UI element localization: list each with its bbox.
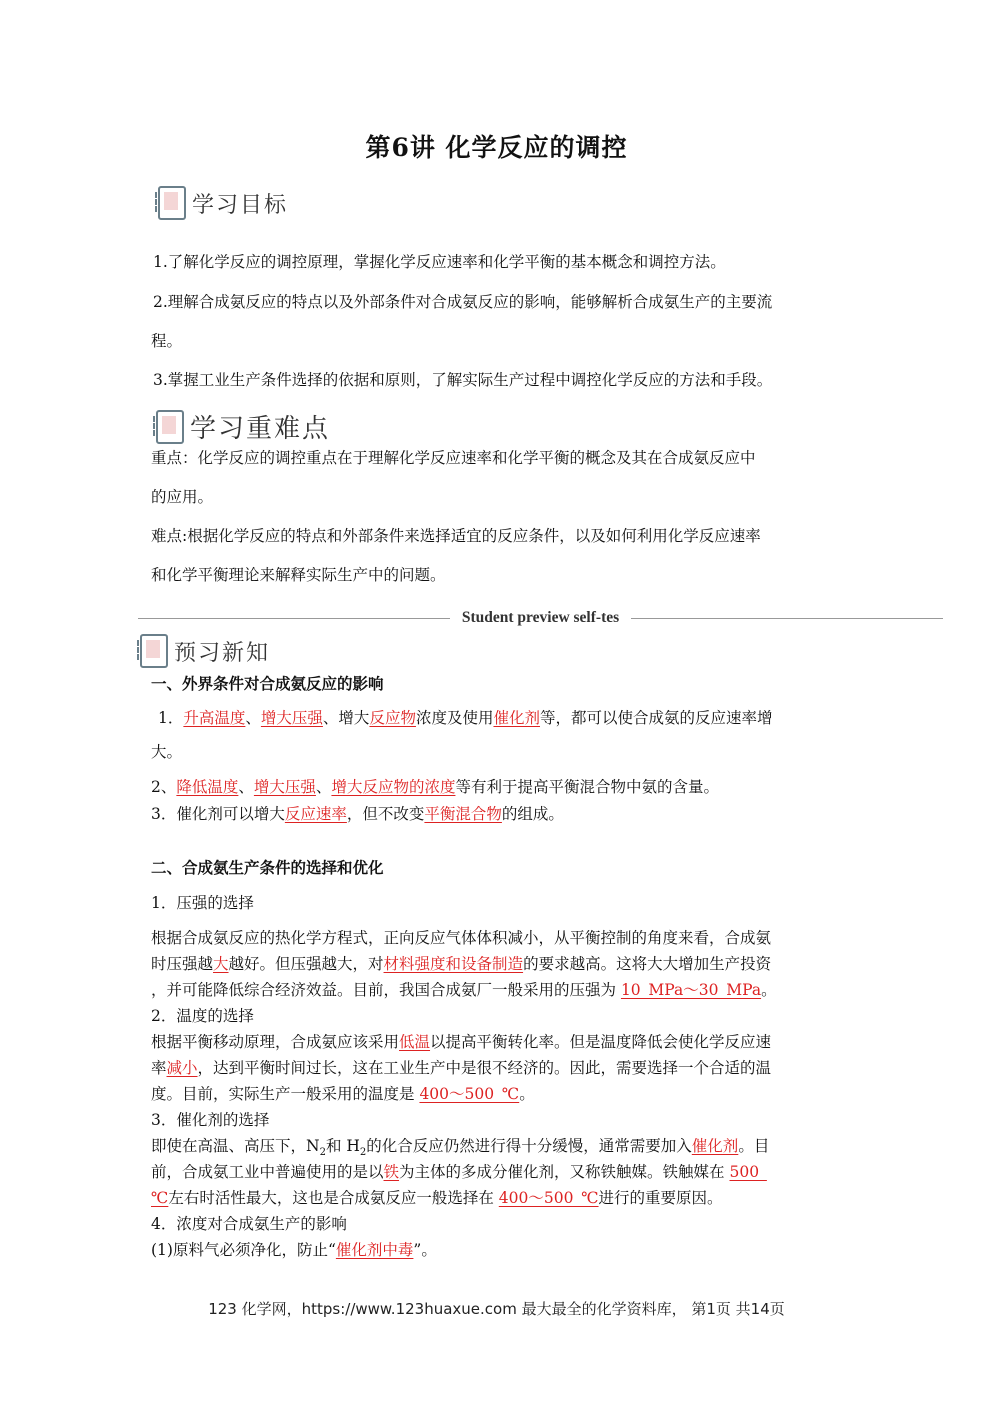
part1-line-1: 1．升高温度、增大压强、增大反应物浓度及使用催化剂等，都可以使合成氨的反应速率增 [158, 709, 773, 727]
part2-heading: 二、合成氨生产条件的选择和优化 [151, 858, 384, 877]
paragraph-line: ，并可能降低综合经济效益。目前，我国合成氨厂一般采用的压强为 10_MPa～30_MPa。 [151, 981, 777, 999]
part1-line-2: 2、降低温度、增大压强、增大反应物的浓度等有利于提高平衡混合物中氨的含量。 [151, 778, 719, 796]
subsection-concentration: 4．浓度对合成氨生产的影响 [151, 1215, 347, 1233]
part1-heading: 一、外界条件对合成氨反应的影响 [151, 674, 384, 693]
paragraph-line: 率减小，达到平衡时间过长，这在工业生产中是很不经济的。因此，需要选择一个合适的温 [151, 1059, 772, 1077]
key-line: 和化学平衡理论来解释实际生产中的问题。 [151, 566, 446, 584]
subsection-pressure: 1．压强的选择 [151, 894, 254, 912]
section-header-goals [158, 186, 288, 220]
goal-line: 3.掌握工业生产条件选择的依据和原则，了解实际生产过程中调控化学反应的方法和手段。 [153, 371, 773, 389]
key-line: 难点:根据化学反应的特点和外部条件来选择适宜的反应条件，以及如何利用化学反应速率 [151, 527, 761, 545]
section-label: 预习新知 [174, 640, 271, 666]
subsection-temperature: 2．温度的选择 [151, 1007, 254, 1025]
goal-line: 1.了解化学反应的调控原理，掌握化学反应速率和化学平衡的基本概念和调控方法。 [153, 253, 726, 271]
page-footer: 123 化学网，https://www.123huaxue.com 最大最全的化学资料库， 第1页 共14页 [208, 1300, 785, 1318]
section-divider [138, 606, 943, 630]
notebook-icon [156, 410, 184, 444]
paragraph-line: 根据合成氨反应的热化学方程式，正向反应气体体积减小，从平衡控制的角度来看，合成氨 [151, 929, 772, 947]
paragraph-line: 即使在高温、高压下，$N_2$和 $H_2$的化合反应仍然进行得十分缓慢，通常需要加入催化剂。目 [151, 1137, 770, 1159]
goal-line: 程。 [151, 332, 183, 350]
divider-label: Student preview self-tes [461, 609, 620, 626]
part1-line-1b: 大。 [151, 743, 183, 761]
paragraph-line: 根据平衡移动原理，合成氨应该采用低温以提高平衡转化率。但是温度降低会使化学反应速 [151, 1033, 772, 1051]
section-header-preview [140, 634, 270, 668]
key-line: 重点：化学反应的调控重点在于理解化学反应速率和化学平衡的概念及其在合成氨反应中 [151, 449, 756, 467]
paragraph-line: (1)原料气必须净化，防止“催化剂中毒”。 [151, 1241, 437, 1259]
section-label: 学习重难点 [190, 414, 331, 444]
goal-line: 2.理解合成氨反应的特点以及外部条件对合成氨反应的影响，能够解析合成氨生产的主要流 [153, 293, 773, 311]
section-label: 学习目标 [192, 192, 289, 218]
paragraph-line: ℃左右时活性最大，这也是合成氨反应一般选择在 400～500_℃进行的重要原因。 [151, 1189, 723, 1207]
paragraph-line: 度。目前，实际生产一般采用的温度是 400～500_℃。 [151, 1085, 535, 1103]
notebook-icon [140, 634, 168, 668]
paragraph-line: 前，合成氨工业中普遍使用的是以铁为主体的多成分催化剂，又称铁触媒。铁触媒在 500_ [151, 1163, 767, 1181]
paragraph-line: 时压强越大越好。但压强越大，对材料强度和设备制造的要求越高。这将大大增加生产投资 [151, 955, 772, 973]
subsection-catalyst: 3．催化剂的选择 [151, 1111, 270, 1129]
section-header-key [156, 408, 330, 445]
part1-line-3: 3．催化剂可以增大反应速率，但不改变平衡混合物的组成。 [151, 805, 564, 823]
notebook-icon [158, 186, 186, 220]
page-title: 第6讲 化学反应的调控 [365, 133, 628, 162]
key-line: 的应用。 [151, 488, 214, 506]
